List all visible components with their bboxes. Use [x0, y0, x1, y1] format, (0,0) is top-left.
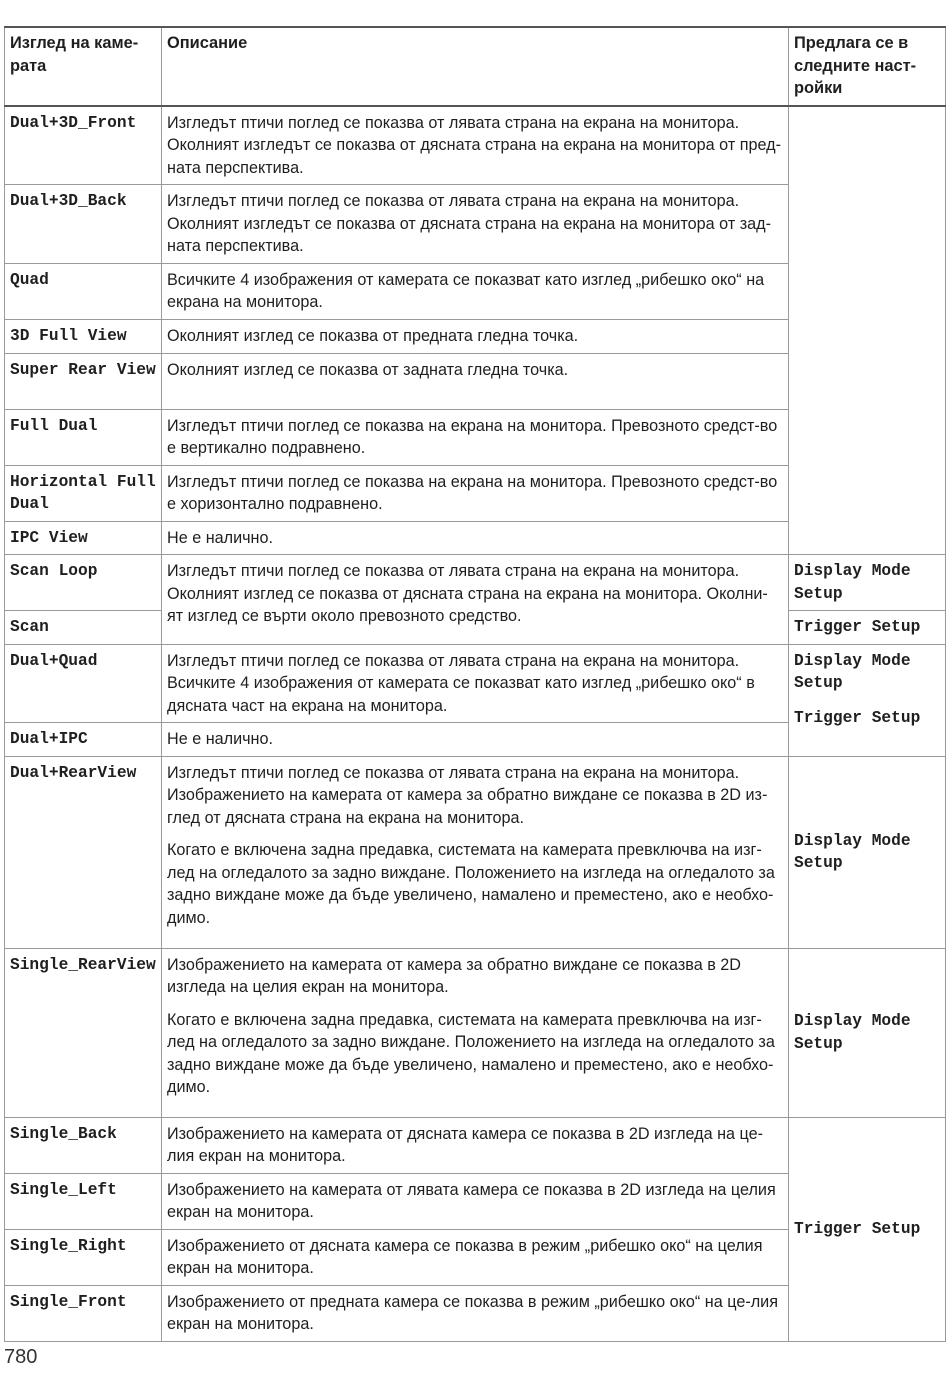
description-paragraph: Изображението на камерата от камера за обратно виждане се показва в 2D изгледа на целия екран на монитора.: [167, 955, 741, 996]
view-description: Изображението от предната камера се показва в режим „рибешко око“ на це-лия екран на монитора.: [162, 1285, 789, 1341]
view-name: Dual+Quad: [5, 644, 162, 723]
view-name: Quad: [5, 263, 162, 319]
view-description: Изгледът птичи поглед се показва от лявата страна на екрана на монитора. Околният изгледът се показва от дясната страна на екрана на монитора от зад-ната перспектива.: [162, 185, 789, 264]
view-description: Изгледът птичи поглед се показва от лявата страна на екрана на монитора. Околният изгледът се показва от дясната страна на екрана на монитора от пред-ната перспектива.: [162, 106, 789, 185]
view-description: Не е налично.: [162, 723, 789, 757]
description-paragraph: Изгледът птичи поглед се показва от лявата страна на екрана на монитора. Изображението на камерата от камера за обратно виждане се показва в 2D из-глед от дясната страна на екрана на монитора.: [167, 763, 768, 827]
table-row: [5, 756, 946, 948]
view-description: Изображението на камерата от лявата камера се показва в 2D изгледа на целия екран на монитора.: [162, 1173, 789, 1229]
setup-trigger: Trigger Setup: [794, 708, 921, 727]
view-description: Изгледът птичи поглед се показва от лявата страна на екрана на монитора. Всичките 4 изображения от камерата се показват като изглед „рибешко око“ в дясната част на екрана на монитора.: [162, 644, 789, 723]
view-name: Single_Left: [5, 1173, 162, 1229]
view-description: Всичките 4 изображения от камерата се показват като изглед „рибешко око“ на екрана на монитора.: [162, 263, 789, 319]
view-name: Dual+3D_Front: [5, 106, 162, 185]
setup-display-mode: Display Mode Setup: [789, 948, 946, 1117]
table-row: [5, 106, 946, 185]
view-name: Dual+IPC: [5, 723, 162, 757]
view-description: Не е налично.: [162, 521, 789, 555]
view-description: Изгледът птичи поглед се показва на екрана на монитора. Превозното средст-во е вертикално подравнено.: [162, 409, 789, 465]
table-row: [5, 555, 946, 611]
table-row: [5, 948, 946, 1117]
header-camera-view: Изглед на каме- рата: [5, 27, 162, 106]
description-paragraph: Когато е включена задна предавка, системата на камерата превключва на изг-лед на огледалото за задно виждане. Положението на изгледа на огледалото за задно виждане може да бъде увеличено, намалено и преместено, ако е необхо-димо.: [167, 1010, 775, 1096]
view-description: Изображението на камерата от дясната камера се показва в 2D изгледа на це-лия екран на монитора.: [162, 1117, 789, 1173]
table-header-row: [5, 27, 946, 106]
view-name: Scan: [5, 611, 162, 645]
view-description: Изгледът птичи поглед се показва от лявата страна на екрана на монитора. Околният изглед се показва от дясната страна на екрана на монитора. Околни-ят изглед се върти около превозното средство.: [162, 555, 789, 645]
setup-trigger: Trigger Setup: [789, 1117, 946, 1341]
view-name: Full Dual: [5, 409, 162, 465]
setup-display-mode: Display Mode Setup: [794, 651, 911, 692]
view-name: IPC View: [5, 521, 162, 555]
setup-empty: [789, 106, 946, 555]
view-name: Dual+RearView: [5, 756, 162, 948]
view-name: Dual+3D_Back: [5, 185, 162, 264]
view-description: [162, 948, 789, 1117]
view-name: Horizontal Full Dual: [5, 465, 162, 521]
setup-combined: [789, 644, 946, 756]
description-paragraph: Когато е включена задна предавка, системата на камерата превключва на изг-лед на огледалото за задно виждане. Положението на изгледа на огледалото за задно виждане може да бъде увеличено, намалено и преместено, ако е необхо-димо.: [167, 841, 775, 927]
view-name: Scan Loop: [5, 555, 162, 611]
view-description: Околният изглед се показва от задната гледна точка.: [162, 353, 789, 409]
view-name: Super Rear View: [5, 353, 162, 409]
view-name: 3D Full View: [5, 319, 162, 353]
header-available-setup: Предлага се в следните наст- ройки: [789, 27, 946, 106]
setup-trigger: Trigger Setup: [789, 611, 946, 645]
page-number: 780: [4, 1346, 38, 1368]
view-name: Single_RearView: [5, 948, 162, 1117]
view-description: Изгледът птичи поглед се показва на екрана на монитора. Превозното средст-во е хоризонтално подравнено.: [162, 465, 789, 521]
camera-views-table: [4, 26, 946, 1342]
view-description: [162, 756, 789, 948]
table-row: [5, 1117, 946, 1173]
table-row: [5, 644, 946, 723]
view-name: Single_Back: [5, 1117, 162, 1173]
view-name: Single_Right: [5, 1229, 162, 1285]
view-name: Single_Front: [5, 1285, 162, 1341]
setup-display-mode: Display Mode Setup: [789, 555, 946, 611]
view-description: Изображението от дясната камера се показва в режим „рибешко око“ на целия екран на монитора.: [162, 1229, 789, 1285]
view-description: Околният изглед се показва от предната гледна точка.: [162, 319, 789, 353]
setup-display-mode: Display Mode Setup: [789, 756, 946, 948]
header-description: Описание: [162, 27, 789, 106]
